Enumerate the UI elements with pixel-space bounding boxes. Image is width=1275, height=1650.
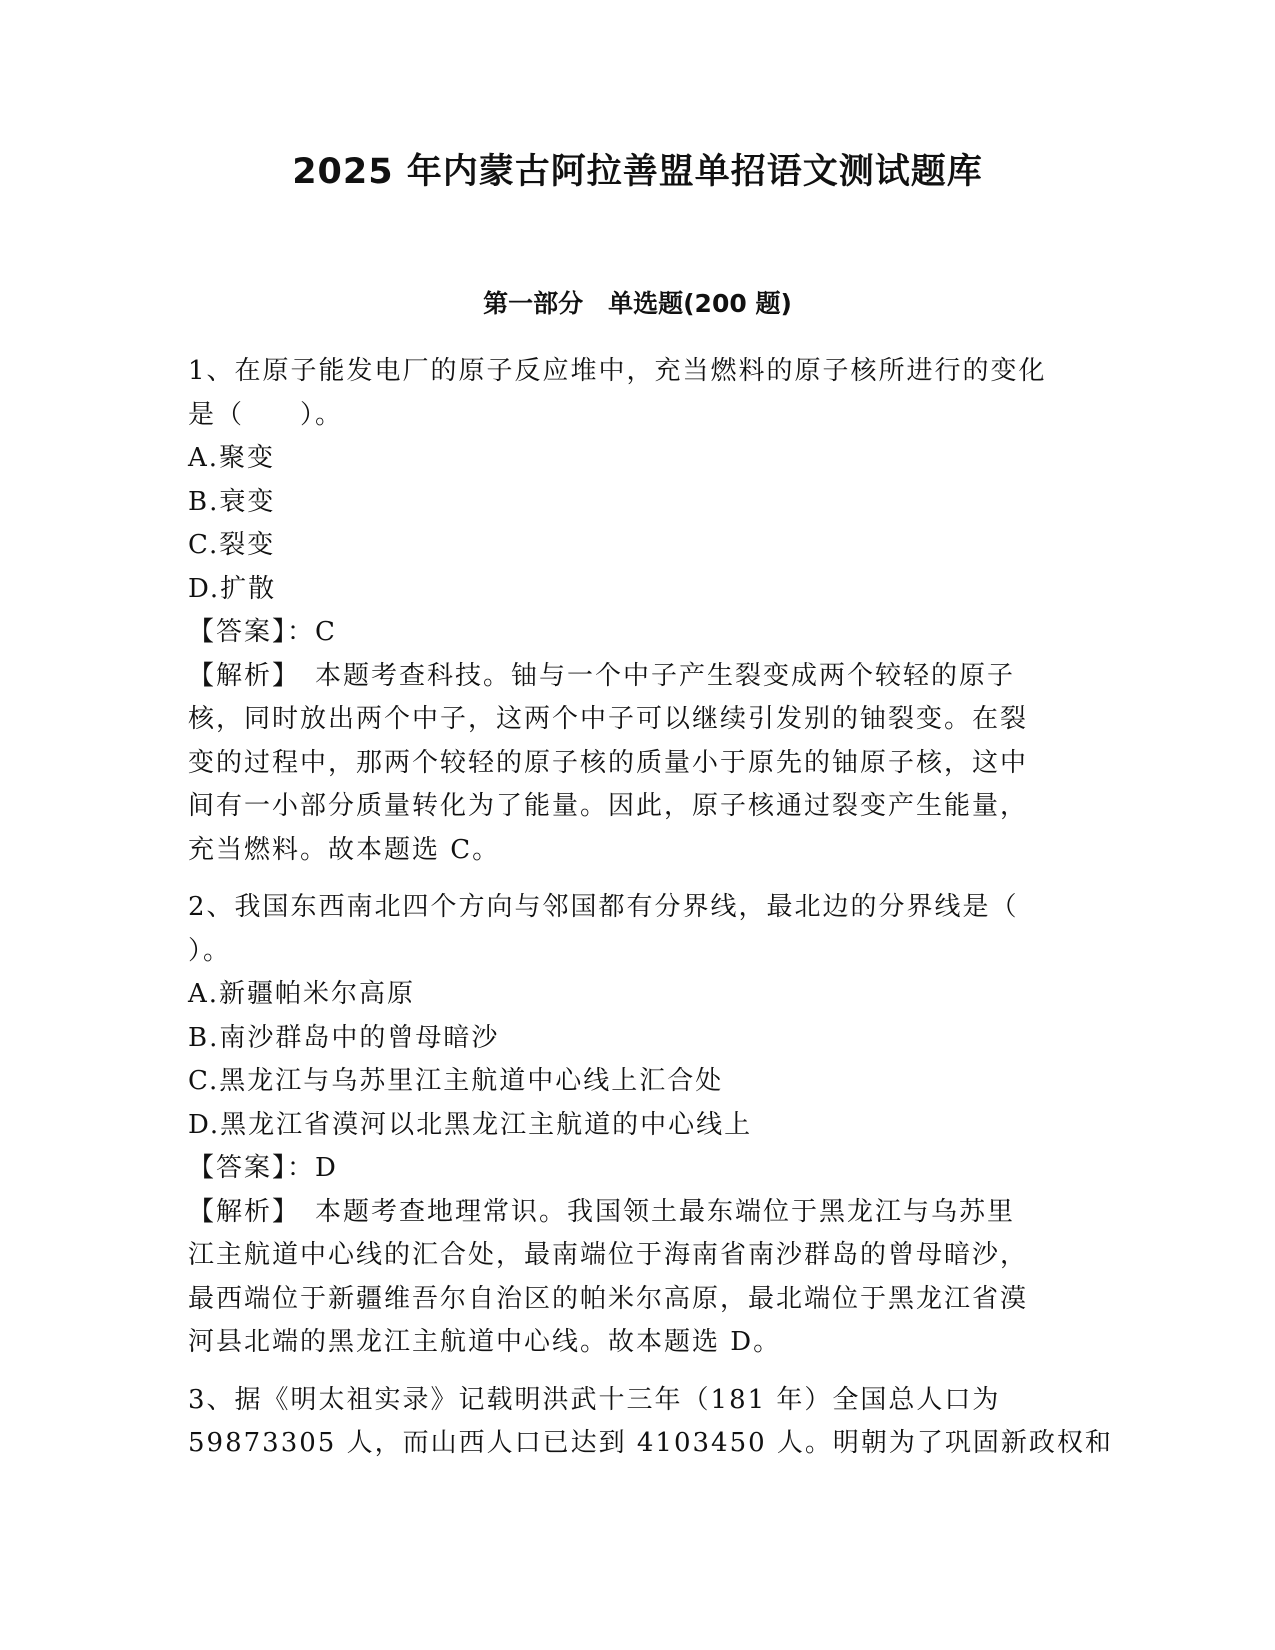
- analysis-line: 间有一小部分质量转化为了能量。因此，原子核通过裂变产生能量，: [188, 791, 1029, 821]
- option-b: B.衰变: [188, 486, 276, 517]
- option-c: C.裂变: [188, 530, 276, 560]
- question-list: [188, 350, 1113, 1466]
- option-d: D.黑龙江省漠河以北黑龙江主航道的中心线上: [188, 1109, 753, 1140]
- question-stem-line: 2、我国东西南北四个方向与邻国都有分界线，最北边的分界线是（: [188, 892, 1019, 922]
- analysis-line: 河县北端的黑龙江主航道中心线。故本题选 D。: [188, 1327, 782, 1357]
- analysis-line: 最西端位于新疆维吾尔自治区的帕米尔高原，最北端位于黑龙江省漠: [188, 1283, 1029, 1314]
- section-heading: 第一部分 单选题(200 题): [483, 289, 792, 318]
- question-stem-line: 59873305 人，而山西人口已达到 4103450 人。明朝为了巩固新政权和: [188, 1428, 1113, 1458]
- answer: 【答案】：D: [188, 1153, 338, 1183]
- question-3: [188, 1379, 1113, 1466]
- option-d: D.扩散: [188, 573, 277, 604]
- analysis-line: 变的过程中，那两个较轻的原子核的质量小于原先的铀原子核，这中: [188, 747, 1029, 778]
- analysis-line: 核，同时放出两个中子，这两个中子可以继续引发别的铀裂变。在裂: [188, 704, 1029, 734]
- option-c: C.黑龙江与乌苏里江主航道中心线上汇合处: [188, 1066, 724, 1096]
- question-stem-line: 是（ ）。: [188, 399, 344, 430]
- question-stem-line: 1、在原子能发电厂的原子反应堆中，充当燃料的原子核所进行的变化: [188, 356, 1047, 386]
- answer: 【答案】：C: [188, 617, 337, 647]
- analysis-line: 充当燃料。故本题选 C。: [188, 834, 501, 865]
- option-a: A.聚变: [188, 443, 276, 473]
- analysis-line: 【解析】 本题考查科技。铀与一个中子产生裂变成两个较轻的原子: [188, 660, 1016, 691]
- analysis-line: 江主航道中心线的汇合处，最南端位于海南省南沙群岛的曾母暗沙，: [188, 1240, 1029, 1270]
- option-a: A.新疆帕米尔高原: [188, 979, 416, 1009]
- option-b: B.南沙群岛中的曾母暗沙: [188, 1022, 500, 1053]
- document-title: 2025 年内蒙古阿拉善盟单招语文测试题库: [292, 152, 983, 192]
- question-stem-line: 3、据《明太祖实录》记载明洪武十三年（181 年）全国总人口为: [188, 1384, 1001, 1415]
- analysis-line: 【解析】 本题考查地理常识。我国领土最东端位于黑龙江与乌苏里: [188, 1196, 1016, 1227]
- question-2: [188, 886, 1088, 1365]
- question-stem-line: ）。: [188, 935, 232, 966]
- question-1: [188, 350, 1088, 872]
